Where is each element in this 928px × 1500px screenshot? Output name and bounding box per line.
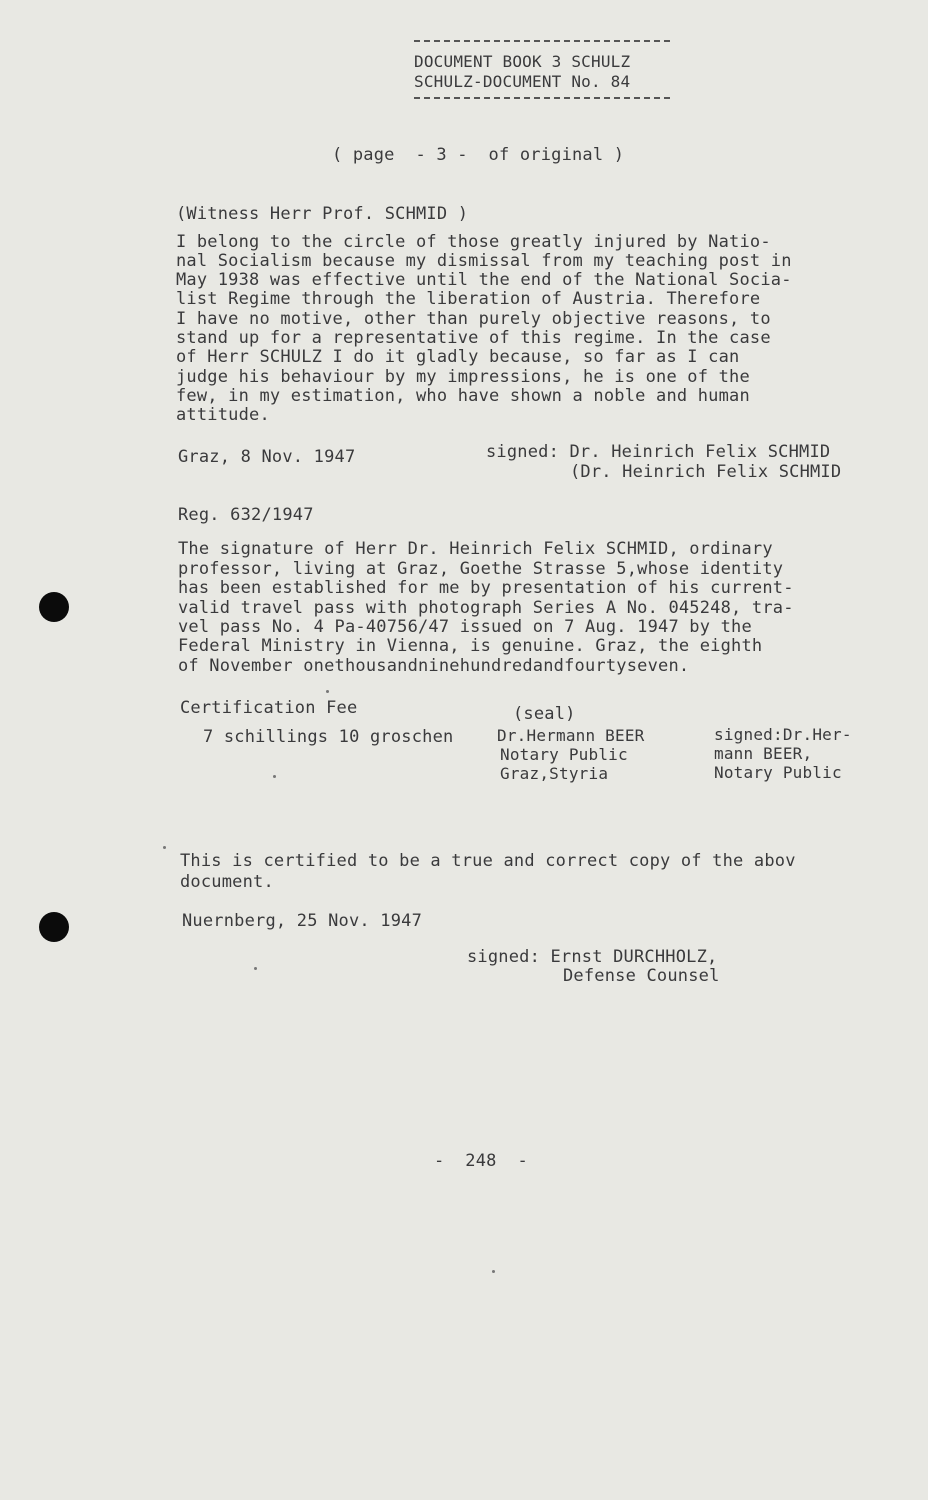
header-line-2: SCHULZ-DOCUMENT No. 84 [414, 72, 631, 91]
statement-line: attitude. [176, 405, 270, 425]
nuernberg-date: Nuernberg, 25 Nov. 1947 [182, 911, 423, 931]
notary-block-line: Dr.Hermann BEER [497, 726, 645, 745]
paper-speck [326, 690, 329, 693]
punch-hole [39, 912, 69, 942]
fee-label: Certification Fee [180, 698, 358, 718]
statement-line: nal Socialism because my dismissal from my teaching post in [176, 251, 792, 271]
witness-signature-name: (Dr. Heinrich Felix SCHMID [570, 462, 842, 482]
notary-signature-line: signed:Dr.Her- [714, 725, 852, 744]
notary-block-line: Graz,Styria [500, 764, 609, 783]
paper-speck [492, 1270, 495, 1273]
page-number: - 248 - [434, 1151, 528, 1171]
fee-amount: 7 schillings 10 groschen [203, 727, 454, 747]
punch-hole [39, 592, 69, 622]
paper-speck [254, 967, 257, 970]
statement-line: few, in my estimation, who have shown a noble and human [176, 386, 750, 406]
certification-line: The signature of Herr Dr. Heinrich Felix SCHMID, ordinary [178, 539, 773, 559]
certification-line: Federal Ministry in Vienna, is genuine. Graz, the eighth [178, 636, 763, 656]
witness-signature: signed: Dr. Heinrich Felix SCHMID [486, 442, 831, 462]
statement-line: I belong to the circle of those greatly injured by Natio- [176, 232, 771, 252]
copy-certification-line: document. [180, 872, 274, 892]
paper-speck [163, 846, 166, 849]
statement-line: judge his behaviour by my impressions, he is one of the [176, 367, 750, 387]
certification-line: has been established for me by presentation of his current- [178, 578, 794, 598]
header-line-1: DOCUMENT BOOK 3 SCHULZ [414, 52, 631, 71]
statement-line: of Herr SCHULZ I do it gladly because, so far as I can [176, 347, 740, 367]
copy-certification-line: This is certified to be a true and correct copy of the abov [180, 851, 796, 871]
notary-signature-line: Notary Public [714, 763, 842, 782]
paper-speck [273, 775, 276, 778]
statement-line: stand up for a representative of this regime. In the case [176, 328, 771, 348]
notary-signature-line: mann BEER, [714, 744, 813, 763]
counsel-title: Defense Counsel [563, 966, 720, 986]
certification-line: professor, living at Graz, Goethe Strasse 5,whose identity [178, 559, 784, 579]
certification-line: valid travel pass with photograph Series A No. 045248, tra- [178, 598, 794, 618]
statement-line: list Regime through the liberation of Austria. Therefore [176, 289, 761, 309]
header-rule-bottom [414, 97, 670, 99]
counsel-signature: signed: Ernst DURCHHOLZ, [467, 947, 718, 967]
header-rule-top [414, 40, 670, 42]
registration-number: Reg. 632/1947 [178, 505, 314, 525]
witness-heading: (Witness Herr Prof. SCHMID ) [176, 204, 469, 224]
statement-line: May 1938 was effective until the end of the National Socia- [176, 270, 792, 290]
statement-line: I have no motive, other than purely objective reasons, to [176, 309, 771, 329]
certification-line: vel pass No. 4 Pa-40756/47 issued on 7 Aug. 1947 by the [178, 617, 752, 637]
place-date: Graz, 8 Nov. 1947 [178, 447, 356, 467]
page-reference: ( page - 3 - of original ) [332, 145, 625, 165]
certification-line: of November onethousandninehundredandfourtyseven. [178, 656, 690, 676]
seal-note: (seal) [513, 704, 576, 724]
notary-block-line: Notary Public [500, 745, 628, 764]
